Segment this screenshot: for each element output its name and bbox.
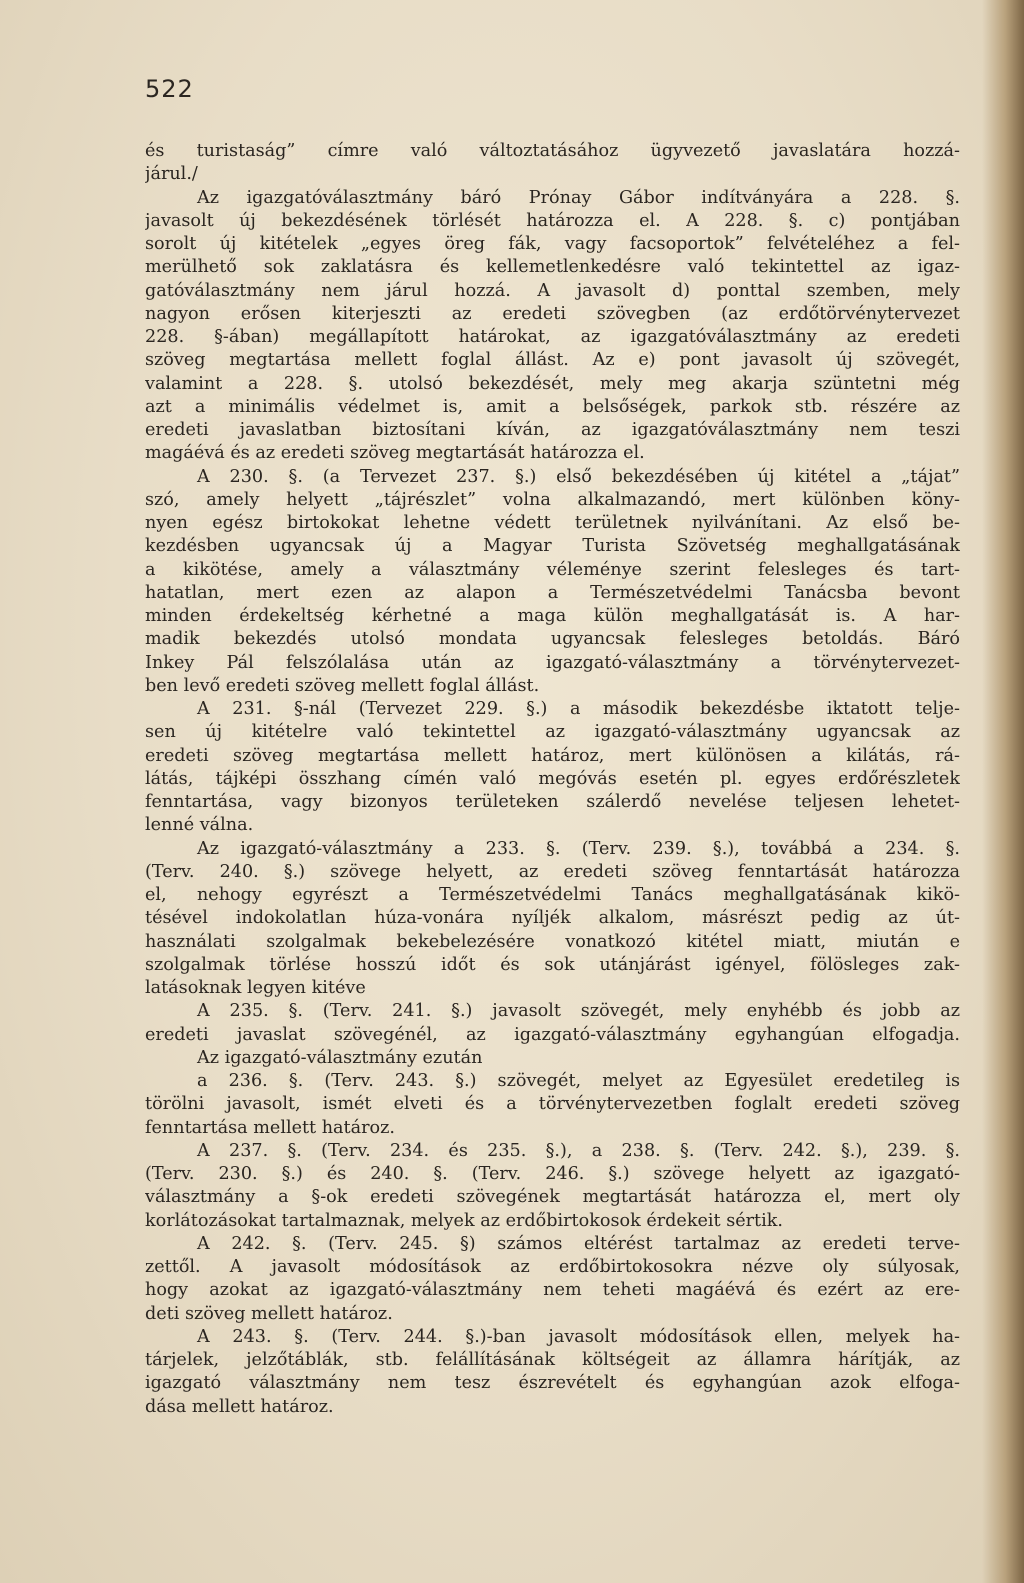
text-line: latásoknak legyen kitéve <box>145 978 366 998</box>
text-line: használati szolgalmak bekebelezésére vonatkozó kitétel miatt, miután e <box>145 931 960 952</box>
text-line: minden érdekeltség kérhetné a maga külön meghallgatását is. A har- <box>145 606 960 626</box>
text-line: (Terv. 230. §.) és 240. §. (Terv. 246. §.) szövege helyett az igazgató- <box>145 1164 960 1184</box>
text-line: A 235. §. (Terv. 241. §.) javasolt szövegét, mely enyhébb és jobb az <box>197 1001 960 1022</box>
text-line: A 242. §. (Terv. 245. §) számos eltérést tartalmaz az eredeti terve- <box>197 1233 960 1254</box>
text-line: és turistaság” címre való változtatásához ügyvezető javaslatára hozzá- <box>145 141 960 161</box>
text-line: gatóválasztmány nem járul hozzá. A javasolt d) ponttal szemben, mely <box>145 280 960 301</box>
text-line: deti szöveg mellett határoz. <box>145 1303 393 1324</box>
text-line: lenné válna. <box>145 815 254 836</box>
text-line: nyen egész birtokokat lehetne védett területnek nyilvánítani. Az első be- <box>145 513 960 533</box>
text-line: szó, amely helyett „tájrészlet” volna alkalmazandó, mert különben köny- <box>145 489 960 510</box>
page-number: 522 <box>145 75 194 103</box>
text-line: A 230. §. (a Tervezet 237. §.) első bekezdésében új kitétel a „tájat” <box>197 466 960 487</box>
text-line: madik bekezdés utolsó mondata ugyancsak felesleges betoldás. Báró <box>145 629 960 650</box>
text-line: fenntartása mellett határoz. <box>145 1117 395 1138</box>
text-line: merülhető sok zaklatásra és kellemetlenkedésre való tekintettel az igaz- <box>145 257 960 278</box>
text-line: fenntartása, vagy bizonyos területeken szálerdő nevelése teljesen lehetet- <box>145 792 960 812</box>
text-line: eredeti javaslatban biztosítani kíván, az igazgatóválasztmány nem teszi <box>145 420 960 440</box>
text-line: látás, tájképi összhang címén való megóvás esetén pl. egyes erdőrészletek <box>145 768 960 789</box>
text-line: a kikötése, amely a választmány véleménye szerint felesleges és tart- <box>145 559 960 580</box>
text-line: dása mellett határoz. <box>145 1396 334 1417</box>
text-line: Inkey Pál felszólalása után az igazgató-választmány a törvénytervezet- <box>145 652 960 673</box>
text-line: (Terv. 240. §.) szövege helyett, az eredeti szöveg fenntartását határozza <box>145 861 960 882</box>
text-line: Az igazgató-választmány ezután <box>197 1047 483 1068</box>
text-line: A 231. §-nál (Tervezet 229. §.) a második bekezdésbe iktatott telje- <box>197 699 960 719</box>
body-text <box>145 140 960 1419</box>
text-line: a 236. §. (Terv. 243. §.) szövegét, melyet az Egyesület eredetileg is <box>197 1071 960 1091</box>
text-line: szolgalmak törlése hosszú időt és sok utánjárást igényel, fölösleges zak- <box>145 954 960 975</box>
page-edge-shadow <box>982 0 1024 1583</box>
text-line: tárjelek, jelzőtáblák, stb. felállításának költségeit az államra hárítják, az <box>145 1350 960 1370</box>
text-line: igazgató választmány nem tesz észrevételt és egyhangúan azok elfoga- <box>145 1373 960 1394</box>
text-line: sorolt új kitételek „egyes öreg fák, vagy facsoportok” felvételéhez a fel- <box>145 234 960 254</box>
text-line: járul./ <box>145 164 198 185</box>
text-line: kezdésben ugyancsak új a Magyar Turista Szövetség meghallgatásának <box>145 536 960 557</box>
text-line: törölni javasolt, ismét elveti és a törvénytervezetben foglalt eredeti szöveg <box>145 1094 960 1115</box>
text-line: eredeti javaslat szövegénél, az igazgató-választmány egyhangúan elfogadja. <box>145 1024 960 1045</box>
text-line: zettől. A javasolt módosítások az erdőbirtokosokra nézve oly súlyosak, <box>145 1257 960 1277</box>
text-line: valamint a 228. §. utolsó bekezdését, mely meg akarja szüntetni még <box>145 373 960 394</box>
text-line: hogy azokat az igazgató-választmány nem teheti magáévá és ezért az ere- <box>145 1280 960 1301</box>
text-line: tésével indokolatlan húza-vonára nyíljék alkalom, másrészt pedig az út- <box>145 908 960 929</box>
text-line: azt a minimális védelmet is, amit a belsőségek, parkok stb. részére az <box>145 396 960 417</box>
text-line: sen új kitételre való tekintettel az igazgató-választmány ugyancsak az <box>145 722 960 743</box>
text-line: Az igazgató-választmány a 233. §. (Terv. 239. §.), továbbá a 234. §. <box>197 838 960 859</box>
text-line: magáévá és az eredeti szöveg megtartását határozza el. <box>145 443 645 464</box>
text-line: 228. §-ában) megállapított határokat, az igazgatóválasztmány az eredeti <box>145 327 960 347</box>
text-line: szöveg megtartása mellett foglal állást. Az e) pont javasolt új szövegét, <box>145 350 960 371</box>
text-line: korlátozásokat tartalmaznak, melyek az erdőbirtokosok érdekeit sértik. <box>145 1210 784 1231</box>
text-line: hatatlan, mert ezen az alapon a Természetvédelmi Tanácsba bevont <box>145 582 960 603</box>
text-line: A 237. §. (Terv. 234. és 235. §.), a 238. §. (Terv. 242. §.), 239. §. <box>197 1140 960 1161</box>
text-line: nagyon erősen kiterjeszti az eredeti szövegben (az erdőtörvénytervezet <box>145 303 960 324</box>
text-line: A 243. §. (Terv. 244. §.)-ban javasolt módosítások ellen, melyek ha- <box>197 1326 960 1347</box>
text-line: Az igazgatóválasztmány báró Prónay Gábor indítványára a 228. §. <box>197 187 960 208</box>
text-line: ben levő eredeti szöveg mellett foglal állást. <box>145 675 540 696</box>
text-line: el, nehogy egyrészt a Természetvédelmi Tanács meghallgatásának kikö- <box>145 885 960 905</box>
text-line: javasolt új bekezdésének törlését határozza el. A 228. §. c) pontjában <box>145 210 960 231</box>
text-line: eredeti szöveg megtartása mellett határoz, mert különösen a kilátás, rá- <box>145 745 960 766</box>
text-line: választmány a §-ok eredeti szövegének megtartását határozza el, mert oly <box>145 1187 960 1208</box>
